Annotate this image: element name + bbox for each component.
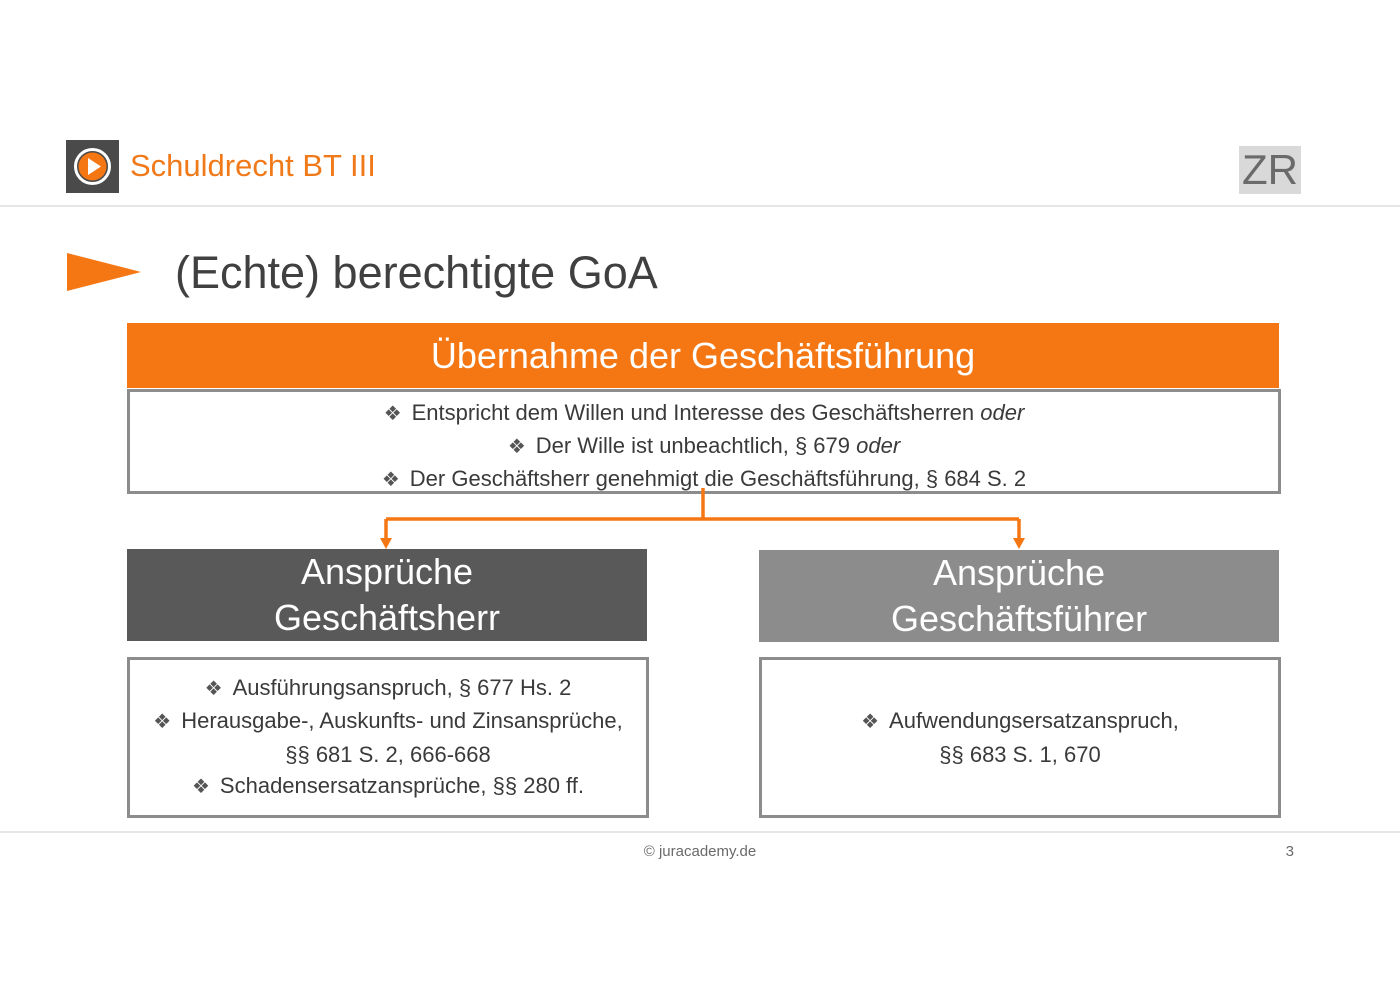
bullet-icon: ❖ (507, 436, 526, 458)
list-item: ❖ Herausgabe-, Auskunfts- und Zinsansprüche, (153, 708, 623, 733)
bullet-icon: ❖ (191, 776, 210, 798)
zr-badge: ZR (1239, 146, 1301, 194)
arrow-down-icon (1013, 538, 1025, 549)
bullet-icon: ❖ (381, 469, 400, 491)
bullet-icon: ❖ (383, 403, 402, 425)
course-title: Schuldrecht BT III (130, 148, 376, 183)
footer-copyright: © juracademy.de (643, 843, 757, 860)
list-item: ❖ Aufwendungsersatzanspruch, (861, 708, 1179, 733)
claims-list (153, 672, 622, 804)
condition-item: ❖ Der Wille ist unbeachtlich, § 679 oder (507, 433, 901, 458)
list-item: §§ 683 S. 1, 670 (939, 741, 1101, 767)
branch-connector (370, 488, 1035, 550)
list-item: ❖ Ausführungsanspruch, § 677 Hs. 2 (204, 674, 572, 700)
conditions-box (127, 389, 1281, 494)
claims-geschaeftsherr-box (127, 657, 649, 818)
claims-geschaeftsherr-heading: Ansprüche Geschäftsherr (127, 549, 647, 641)
claims-geschaeftsfuehrer-box (759, 657, 1281, 818)
condition-item: ❖ Entspricht dem Willen und Interesse des Geschäftsherren oder (383, 400, 1025, 425)
conditions-list (130, 392, 1278, 496)
condition-item: ❖ Der Geschäftsherr genehmigt die Geschäftsführung, § 684 S. 2 (381, 466, 1027, 491)
title-arrow-icon (67, 253, 141, 291)
page-number: 3 (1285, 843, 1294, 860)
claims-list (861, 705, 1179, 770)
list-item: §§ 681 S. 2, 666-668 (285, 741, 491, 767)
slide-title: (Echte) berechtigte GoA (175, 247, 658, 298)
main-heading-box: Übernahme der Geschäftsführung (127, 323, 1279, 388)
claims-geschaeftsfuehrer-heading: Ansprüche Geschäftsführer (759, 550, 1279, 642)
arrow-down-icon (380, 538, 392, 549)
bullet-icon: ❖ (861, 711, 880, 733)
bullet-icon: ❖ (153, 711, 172, 733)
play-circle-icon (66, 140, 119, 193)
bullet-icon: ❖ (204, 677, 223, 700)
header-divider (0, 205, 1400, 207)
footer-divider (0, 831, 1400, 833)
list-item: ❖ Schadensersatzansprüche, §§ 280 ff. (191, 773, 584, 798)
course-logo (66, 140, 119, 193)
